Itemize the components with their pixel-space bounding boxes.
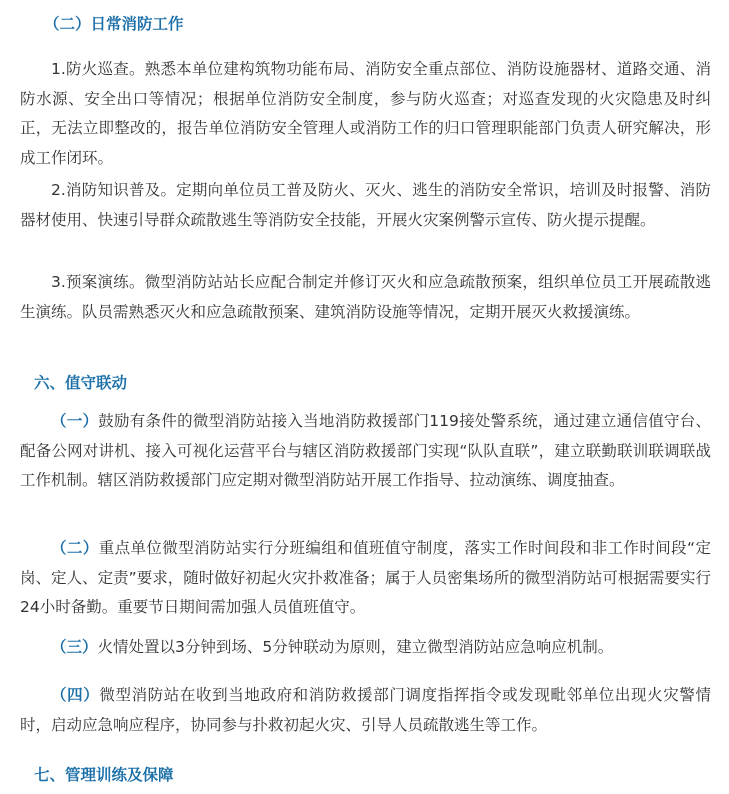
item-number: （三） [51,638,98,656]
paragraph-duty-item-2 [20,534,711,623]
paragraph-plan-drill: 3.预案演练。微型消防站站长应配合制定并修订灭火和应急疏散预案，组织单位员工开展疏散逃生演练。队员需熟悉灭火和应急疏散预案、建筑消防设施等情况，定期开展灭火救援演练。 [20,273,711,321]
section-heading-duty-linkage: 六、值守联动 [34,374,128,392]
paragraph-fire-patrol: 1.防火巡查。熟悉本单位建构筑物功能布局、消防安全重点部位、消防设施器材、道路交通、消防水源、安全出口等情况；根据单位消防安全制度，参与防火巡查；对巡查发现的火灾隐患及时纠正，无法立即整改的，报告单位消防安全管理人或消防工作的归口管理职能部门负责人研究解决，形成工作闭环。 [20,60,711,167]
section-heading-training: 七、管理训练及保障 [34,766,174,784]
paragraph-duty-item-3 [20,633,711,663]
item-number: （四） [51,686,100,704]
paragraph-duty-item-1 [20,407,711,496]
item-number: （一） [51,412,99,430]
section-heading-daily-fire-work: （二）日常消防工作 [44,15,184,33]
item-text: 重点单位微型消防站实行分班编组和值班值守制度，落实工作时间段和非工作时间段“定岗、定人、定责”要求，随时做好初起火灾扑救准备；属于人员密集场所的微型消防站可根据需要实行24小时备勤。重要节日期间需加强人员值班值守。 [20,539,711,616]
item-text: 微型消防站在收到当地政府和消防救援部门调度指挥指令或发现毗邻单位出现火灾警情时，启动应急响应程序，协同参与扑救初起火灾、引导人员疏散逃生等工作。 [20,686,711,734]
item-number: （二） [51,539,99,557]
paragraph-fire-knowledge: 2.消防知识普及。定期向单位员工普及防火、灭火、逃生的消防安全常识，培训及时报警、消防器材使用、快速引导群众疏散逃生等消防安全技能，开展火灾案例警示宣传、防火提示提醒。 [20,181,711,229]
paragraph-duty-item-4 [20,681,711,740]
item-text: 鼓励有条件的微型消防站接入当地消防救援部门119接处警系统，通过建立通信值守台、配备公网对讲机、接入可视化运营平台与辖区消防救援部门实现“队队直联”，建立联勤联训联调联战工作机制。辖区消防救援部门应定期对微型消防站开展工作指导、拉动演练、调度抽查。 [20,412,711,489]
item-text: 火情处置以3分钟到场、5分钟联动为原则，建立微型消防站应急响应机制。 [97,638,614,656]
